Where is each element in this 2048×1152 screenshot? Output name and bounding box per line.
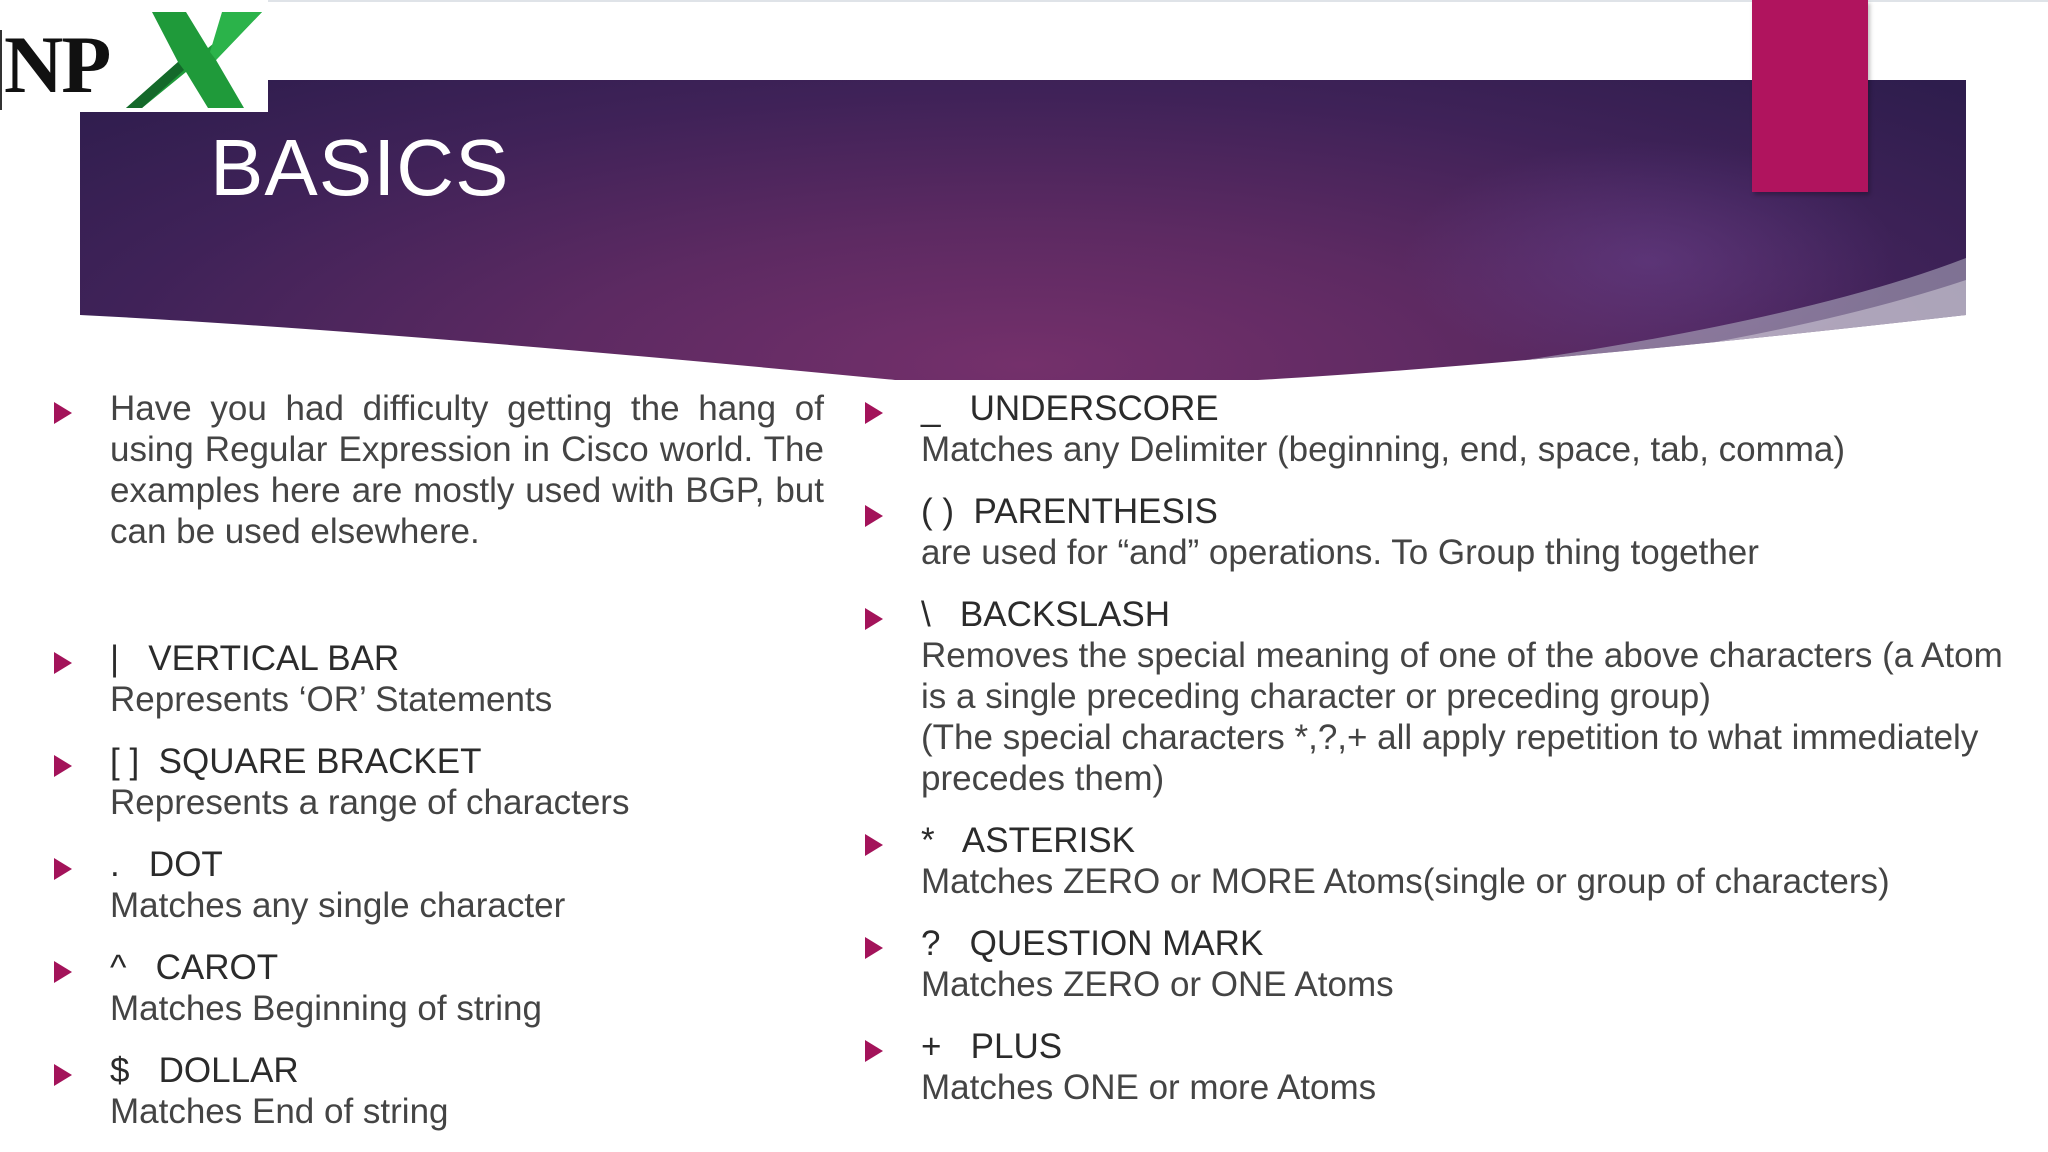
item-symbol: _ bbox=[921, 389, 941, 428]
bullet-icon bbox=[865, 834, 883, 856]
item-name: SQUARE BRACKET bbox=[158, 742, 482, 781]
list-item-dollar bbox=[54, 1050, 824, 1132]
top-border bbox=[0, 0, 2048, 2]
item-description: are used for “and” operations. To Group thing together bbox=[921, 533, 1759, 572]
list-item-asterisk bbox=[865, 820, 2015, 902]
item-symbol: . bbox=[110, 845, 120, 884]
item-description: Matches ZERO or MORE Atoms(single or group of characters) bbox=[921, 862, 1890, 901]
list-item-plus bbox=[865, 1026, 2015, 1108]
accent-bar bbox=[1752, 0, 1868, 192]
item-symbol: | bbox=[110, 639, 120, 678]
item-symbol: ? bbox=[921, 924, 941, 963]
list-item-carot bbox=[54, 947, 824, 1029]
item-name: QUESTION MARK bbox=[969, 924, 1264, 963]
npx-logo bbox=[0, 0, 268, 112]
item-description: Matches Beginning of string bbox=[110, 989, 542, 1028]
item-name: CAROT bbox=[155, 948, 279, 987]
item-name: ASTERISK bbox=[961, 821, 1135, 860]
logo-x-icon bbox=[112, 8, 262, 112]
intro-item bbox=[54, 388, 824, 552]
item-description: Matches any single character bbox=[110, 886, 566, 925]
item-symbol: $ bbox=[110, 1051, 130, 1090]
bullet-icon bbox=[865, 402, 883, 424]
bullet-icon bbox=[54, 652, 72, 674]
logo-edge-line bbox=[0, 30, 2, 110]
item-name: PLUS bbox=[970, 1027, 1063, 1066]
item-symbol: [ ] bbox=[110, 742, 140, 781]
item-description: Removes the special meaning of one of the above characters (a Atom is a single preceding character or preceding group) bbox=[921, 636, 2003, 716]
logo-text: NP bbox=[4, 19, 110, 110]
list-item-parenthesis bbox=[865, 491, 2015, 573]
list-item-underscore bbox=[865, 388, 2015, 470]
item-description: Matches any Delimiter (beginning, end, space, tab, comma) bbox=[921, 430, 1846, 469]
item-description: Matches ONE or more Atoms bbox=[921, 1068, 1377, 1107]
page-title: BASICS bbox=[210, 123, 510, 212]
bullet-icon bbox=[865, 505, 883, 527]
bullet-icon bbox=[54, 1064, 72, 1086]
list-item-backslash bbox=[865, 594, 2015, 799]
bullet-icon bbox=[54, 858, 72, 880]
item-symbol: + bbox=[921, 1027, 942, 1066]
item-symbol: ^ bbox=[110, 948, 127, 987]
item-symbol: * bbox=[921, 821, 935, 860]
item-name: DOLLAR bbox=[158, 1051, 299, 1090]
right-column bbox=[865, 388, 2015, 1108]
bullet-icon bbox=[54, 961, 72, 983]
list-item-question-mark bbox=[865, 923, 2015, 1005]
bullet-icon bbox=[54, 402, 72, 424]
item-name: VERTICAL BAR bbox=[148, 639, 400, 678]
bullet-icon bbox=[865, 1040, 883, 1062]
item-description: Matches End of string bbox=[110, 1092, 449, 1131]
item-name: BACKSLASH bbox=[959, 595, 1171, 634]
intro-text: Have you had difficulty getting the hang of using Regular Expression in Cisco world. The examples here are mostly used with BGP, but can be used elsewhere. bbox=[110, 389, 824, 551]
item-name: UNDERSCORE bbox=[969, 389, 1219, 428]
item-description-note: (The special characters *,?,+ all apply repetition to what immediately precedes them) bbox=[921, 718, 1979, 798]
item-name: PARENTHESIS bbox=[973, 492, 1218, 531]
bullet-icon bbox=[865, 608, 883, 630]
item-description: Represents a range of characters bbox=[110, 783, 630, 822]
item-symbol: ( ) bbox=[921, 492, 955, 531]
item-name: DOT bbox=[148, 845, 223, 884]
item-description: Represents ‘OR’ Statements bbox=[110, 680, 553, 719]
list-item-square-bracket bbox=[54, 741, 824, 823]
item-description: Matches ZERO or ONE Atoms bbox=[921, 965, 1394, 1004]
bullet-icon bbox=[54, 755, 72, 777]
list-item-dot bbox=[54, 844, 824, 926]
left-column bbox=[54, 388, 824, 1132]
item-symbol: \ bbox=[921, 595, 931, 634]
list-item-vertical-bar bbox=[54, 638, 824, 720]
bullet-icon bbox=[865, 937, 883, 959]
